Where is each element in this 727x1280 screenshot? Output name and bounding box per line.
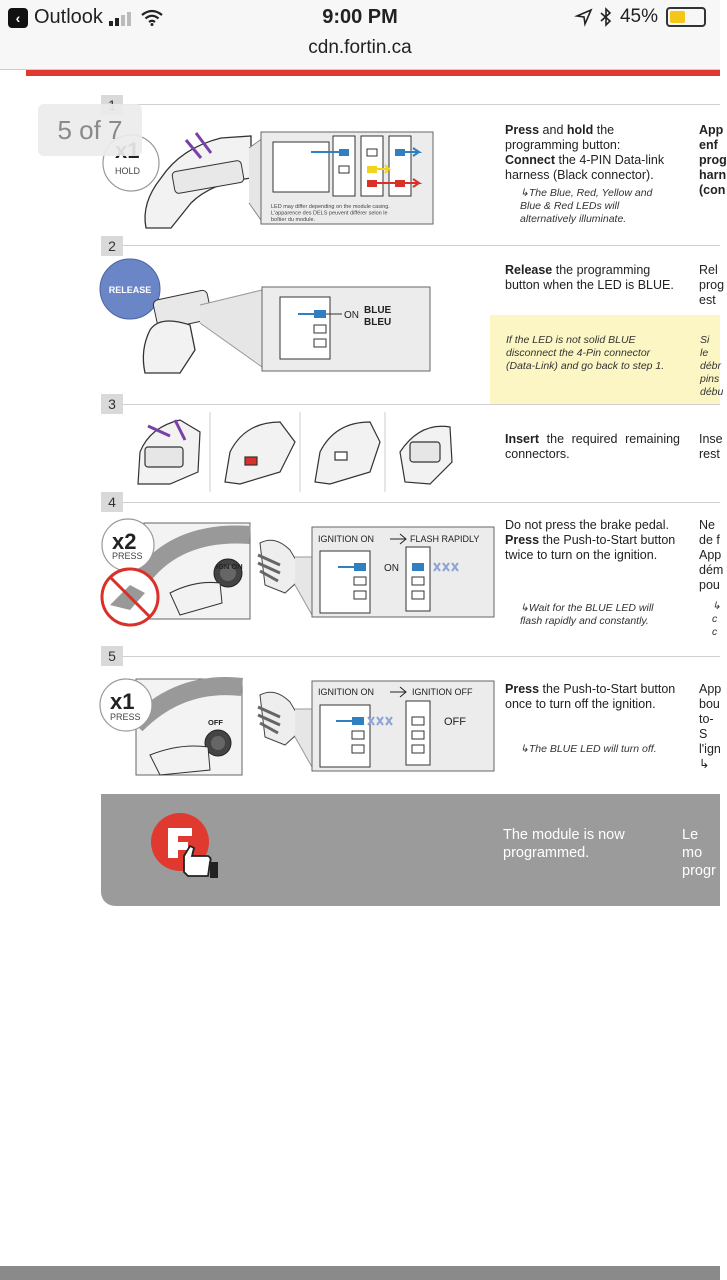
section-header-bar (26, 70, 720, 76)
svg-text:IGNITION ON: IGNITION ON (318, 687, 374, 697)
step-1-fr-text: App enf prog harn (con (699, 123, 727, 197)
step-2-illustration (100, 255, 435, 375)
battery-percent: 45% (619, 6, 658, 27)
step-1-note: ↳The Blue, Red, Yellow and Blue & Red LEDs will alternatively illuminate. (520, 187, 653, 225)
svg-text:x2: x2 (112, 529, 137, 554)
step-5-text: Press the Push-to-Start button once to turn off the ignition. (505, 682, 676, 711)
step-number-2: 2 (101, 236, 123, 256)
svg-text:FLASH RAPIDLY: FLASH RAPIDLY (410, 534, 480, 544)
svg-text:OFF: OFF (208, 718, 223, 727)
back-app-label: Outlook (34, 6, 103, 28)
svg-text:LED may differ depending on th: LED may differ depending on the module casing. L'apparence des DELS peuvent différer selon le boîtier du module. (271, 204, 390, 223)
url-text: cdn.fortin.ca (308, 37, 412, 58)
divider (101, 104, 720, 105)
bluetooth-icon (600, 8, 612, 26)
svg-text:OFF: OFF (444, 716, 466, 728)
step-2-warning: If the LED is not solid BLUE disconnect the 4-Pin connector (Data-Link) and go back to step 1. (506, 334, 665, 372)
divider (101, 502, 720, 503)
step-number-4: 4 (101, 492, 123, 512)
divider (101, 404, 720, 405)
completion-message-fr: Le mo progr (682, 827, 716, 879)
step-4-note: ↳Wait for the BLUE LED will flash rapidly and constantly. (520, 602, 654, 627)
svg-text:BLUE: BLUE (364, 305, 392, 316)
divider (101, 656, 720, 657)
svg-text:RELEASE: RELEASE (108, 285, 152, 295)
svg-text:ON: ON (344, 310, 359, 321)
step-2-fr-warning: Si le débr pins débu (700, 334, 724, 398)
step-4-fr-text: Ne de f App dém pou (699, 518, 724, 592)
step-3-text: Insert the required remaining connectors. (505, 432, 680, 461)
battery-icon (666, 7, 706, 27)
step-3-illustration (130, 412, 460, 492)
svg-text:PRESS: PRESS (112, 551, 143, 561)
svg-text:HOLD: HOLD (115, 166, 141, 176)
status-bar (0, 0, 720, 36)
clock: 9:00 PM (322, 6, 398, 28)
step-4-illustration (100, 515, 500, 630)
divider (101, 245, 720, 246)
svg-text:ON: ON (384, 563, 399, 574)
step-5-illustration (100, 675, 500, 780)
browser-toolbar (0, 1266, 720, 1280)
step-2-fr-text: Rel prog est (699, 263, 725, 307)
step-4-fr-note: ↳ c c (712, 600, 721, 638)
svg-text:x1: x1 (110, 689, 135, 714)
address-bar[interactable] (0, 36, 720, 70)
svg-text:BLEU: BLEU (364, 317, 392, 328)
step-number-3: 3 (101, 394, 123, 414)
step-4-text: Do not press the brake pedal. Press the Push-to-Start button twice to turn on the ignition. (505, 518, 676, 562)
svg-text:IGNITION ON: IGNITION ON (318, 534, 374, 544)
completion-message: The module is now programmed. (503, 827, 625, 861)
step-5-note: ↳The BLUE LED will turn off. (520, 743, 657, 755)
step-number-5: 5 (101, 646, 123, 666)
svg-text:IGN ON: IGN ON (216, 562, 243, 571)
fortin-thumbs-up-icon (150, 812, 222, 884)
svg-text:IGNITION OFF: IGNITION OFF (412, 687, 473, 697)
page-indicator: 5 of 7 (38, 104, 142, 156)
step-1-text: Press and hold the programming button: Connect the 4-PIN Data-link harness (Black connector). (505, 123, 665, 182)
svg-text:PRESS: PRESS (110, 712, 141, 722)
back-arrow-icon: ‹ (8, 8, 28, 28)
step-3-fr-text: Inse rest (699, 432, 723, 461)
step-5-fr-text: App bou to-S l'ign ↳ (699, 682, 722, 771)
location-icon (576, 9, 592, 25)
step-2-text: Release the programming button when the LED is BLUE. (505, 263, 674, 292)
